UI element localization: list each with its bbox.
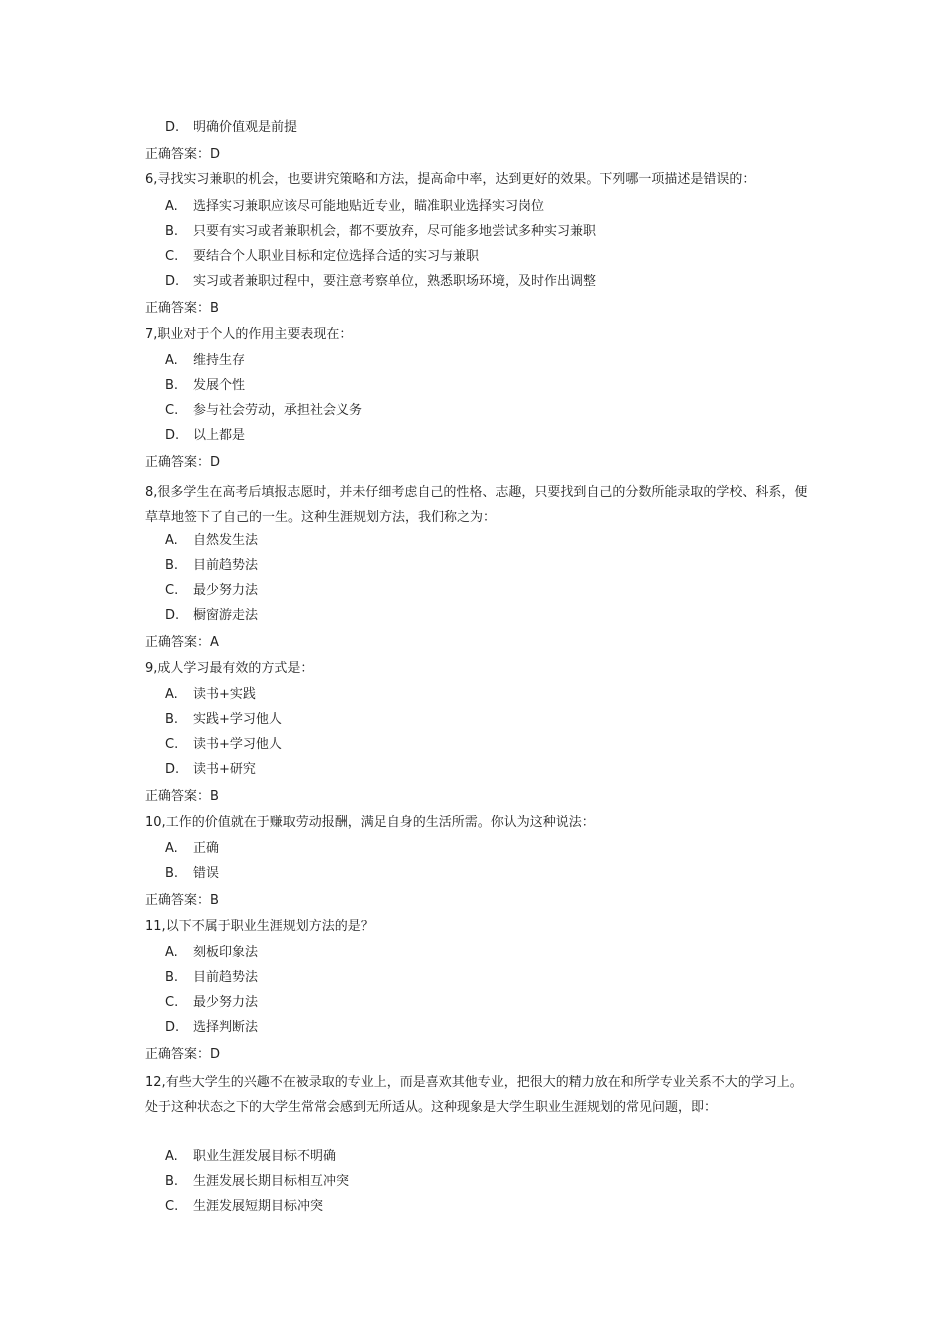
option-text: 生涯发展短期目标冲突 bbox=[193, 1199, 324, 1214]
option-letter: A. bbox=[165, 945, 178, 960]
option-text: 实践+学习他人 bbox=[193, 712, 282, 727]
question-text: 成人学习最有效的方式是： bbox=[157, 661, 314, 676]
option-letter: B. bbox=[165, 558, 179, 573]
option-text: 选择实习兼职应该尽可能地贴近专业，瞄准职业选择实习岗位 bbox=[193, 199, 545, 214]
answer-value: B bbox=[210, 789, 219, 804]
option-text: 选择判断法 bbox=[193, 1020, 259, 1035]
option-row bbox=[165, 376, 245, 396]
option-letter: B. bbox=[165, 224, 179, 239]
option-row bbox=[165, 351, 245, 371]
option-letter: D. bbox=[165, 120, 180, 135]
answer-label: 正确答案： bbox=[145, 635, 211, 650]
option-letter: D. bbox=[165, 608, 180, 623]
option-text: 明确价值观是前提 bbox=[193, 120, 298, 135]
option-text: 生涯发展长期目标相互冲突 bbox=[193, 1174, 350, 1189]
option-letter: C. bbox=[165, 403, 179, 418]
answer-value: D bbox=[210, 1047, 221, 1062]
question-7 bbox=[145, 325, 352, 345]
question-11 bbox=[145, 917, 374, 937]
question-text: 以下不属于职业生涯规划方法的是？ bbox=[165, 919, 374, 934]
option-text: 自然发生法 bbox=[193, 533, 259, 548]
question-6 bbox=[145, 170, 755, 190]
question-number: 9, bbox=[145, 661, 158, 676]
option-row bbox=[165, 839, 219, 859]
answer-label: 正确答案： bbox=[145, 301, 211, 316]
option-row bbox=[165, 1147, 336, 1167]
question-text: 寻找实习兼职的机会，也要讲究策略和方法，提高命中率，达到更好的效果。下列哪一项描述是错误的： bbox=[157, 172, 756, 187]
answer-value: A bbox=[210, 635, 219, 650]
option-letter: D. bbox=[165, 762, 180, 777]
option-letter: A. bbox=[165, 533, 178, 548]
question-8 bbox=[145, 480, 810, 530]
answer-value: B bbox=[210, 893, 219, 908]
option-text: 错误 bbox=[193, 866, 220, 881]
option-row bbox=[165, 864, 219, 884]
question-number: 10, bbox=[145, 815, 166, 830]
answer-label: 正确答案： bbox=[145, 789, 211, 804]
option-row bbox=[165, 1172, 349, 1192]
option-text: 读书+学习他人 bbox=[193, 737, 282, 752]
option-row bbox=[165, 760, 256, 780]
option-letter: C. bbox=[165, 1199, 179, 1214]
option-letter: A. bbox=[165, 1149, 178, 1164]
option-letter: B. bbox=[165, 1174, 179, 1189]
option-row bbox=[165, 735, 282, 755]
option-letter: C. bbox=[165, 995, 179, 1010]
answer-label: 正确答案： bbox=[145, 147, 211, 162]
option-text: 发展个性 bbox=[193, 378, 246, 393]
question-text: 很多学生在高考后填报志愿时，并未仔细考虑自己的性格、志趣，只要找到自己的分数所能录取的学校、科系，便草草地签下了自己的一生。这种生涯规划方法，我们称之为： bbox=[145, 485, 808, 525]
question-12 bbox=[145, 1070, 810, 1120]
question-text: 职业对于个人的作用主要表现在： bbox=[157, 327, 353, 342]
option-text: 只要有实习或者兼职机会，都不要放弃，尽可能多地尝试多种实习兼职 bbox=[193, 224, 597, 239]
question-number: 6, bbox=[145, 172, 158, 187]
option-row bbox=[165, 710, 282, 730]
option-row bbox=[165, 118, 297, 138]
option-text: 维持生存 bbox=[193, 353, 246, 368]
option-row bbox=[165, 993, 258, 1013]
option-row bbox=[165, 556, 258, 576]
answer-label: 正确答案： bbox=[145, 1047, 211, 1062]
answer-row bbox=[145, 299, 219, 319]
option-letter: A. bbox=[165, 687, 178, 702]
option-row bbox=[165, 685, 256, 705]
option-row bbox=[165, 1018, 258, 1038]
option-text: 橱窗游走法 bbox=[193, 608, 259, 623]
option-row bbox=[165, 247, 479, 267]
option-text: 正确 bbox=[193, 841, 220, 856]
question-number: 8, bbox=[145, 485, 158, 500]
option-row bbox=[165, 943, 258, 963]
answer-row bbox=[145, 1045, 220, 1065]
question-text: 有些大学生的兴趣不在被录取的专业上，而是喜欢其他专业，把很大的精力放在和所学专业关系不大的学习上。处于这种状态之下的大学生常常会感到无所适从。这种现象是大学生职业生涯规划的常见问题，即： bbox=[145, 1075, 803, 1115]
question-number: 7, bbox=[145, 327, 158, 342]
option-letter: A. bbox=[165, 353, 178, 368]
answer-value: D bbox=[210, 147, 221, 162]
option-letter: D. bbox=[165, 274, 180, 289]
option-letter: B. bbox=[165, 866, 179, 881]
option-letter: C. bbox=[165, 249, 179, 264]
option-row bbox=[165, 968, 258, 988]
option-text: 刻板印象法 bbox=[193, 945, 259, 960]
option-row bbox=[165, 426, 245, 446]
option-letter: C. bbox=[165, 583, 179, 598]
question-number: 11, bbox=[145, 919, 166, 934]
option-text: 目前趋势法 bbox=[193, 558, 259, 573]
option-text: 职业生涯发展目标不明确 bbox=[193, 1149, 337, 1164]
answer-label: 正确答案： bbox=[145, 893, 211, 908]
option-row bbox=[165, 222, 596, 242]
option-row bbox=[165, 401, 362, 421]
answer-value: B bbox=[210, 301, 219, 316]
option-text: 读书+研究 bbox=[193, 762, 256, 777]
option-text: 最少努力法 bbox=[193, 583, 259, 598]
question-9 bbox=[145, 659, 313, 679]
option-letter: A. bbox=[165, 841, 178, 856]
answer-value: D bbox=[210, 455, 221, 470]
option-text: 以上都是 bbox=[193, 428, 246, 443]
option-letter: B. bbox=[165, 378, 179, 393]
question-10 bbox=[145, 813, 595, 833]
option-letter: C. bbox=[165, 737, 179, 752]
option-row bbox=[165, 197, 544, 217]
option-letter: D. bbox=[165, 428, 180, 443]
option-text: 读书+实践 bbox=[193, 687, 256, 702]
answer-label: 正确答案： bbox=[145, 455, 211, 470]
option-text: 最少努力法 bbox=[193, 995, 259, 1010]
option-row bbox=[165, 606, 258, 626]
option-text: 实习或者兼职过程中，要注意考察单位，熟悉职场环境，及时作出调整 bbox=[193, 274, 597, 289]
option-text: 目前趋势法 bbox=[193, 970, 259, 985]
option-row bbox=[165, 581, 258, 601]
option-row bbox=[165, 531, 258, 551]
option-text: 参与社会劳动，承担社会义务 bbox=[193, 403, 363, 418]
option-letter: A. bbox=[165, 199, 178, 214]
answer-row bbox=[145, 787, 219, 807]
answer-row bbox=[145, 891, 219, 911]
answer-row bbox=[145, 633, 219, 653]
answer-row bbox=[145, 453, 220, 473]
question-text: 工作的价值就在于赚取劳动报酬，满足自身的生活所需。你认为这种说法： bbox=[165, 815, 595, 830]
option-letter: B. bbox=[165, 970, 179, 985]
answer-row bbox=[145, 145, 220, 165]
option-letter: B. bbox=[165, 712, 179, 727]
option-row bbox=[165, 272, 596, 292]
option-row bbox=[165, 1197, 323, 1217]
option-letter: D. bbox=[165, 1020, 180, 1035]
question-number: 12, bbox=[145, 1075, 166, 1090]
option-text: 要结合个人职业目标和定位选择合适的实习与兼职 bbox=[193, 249, 480, 264]
